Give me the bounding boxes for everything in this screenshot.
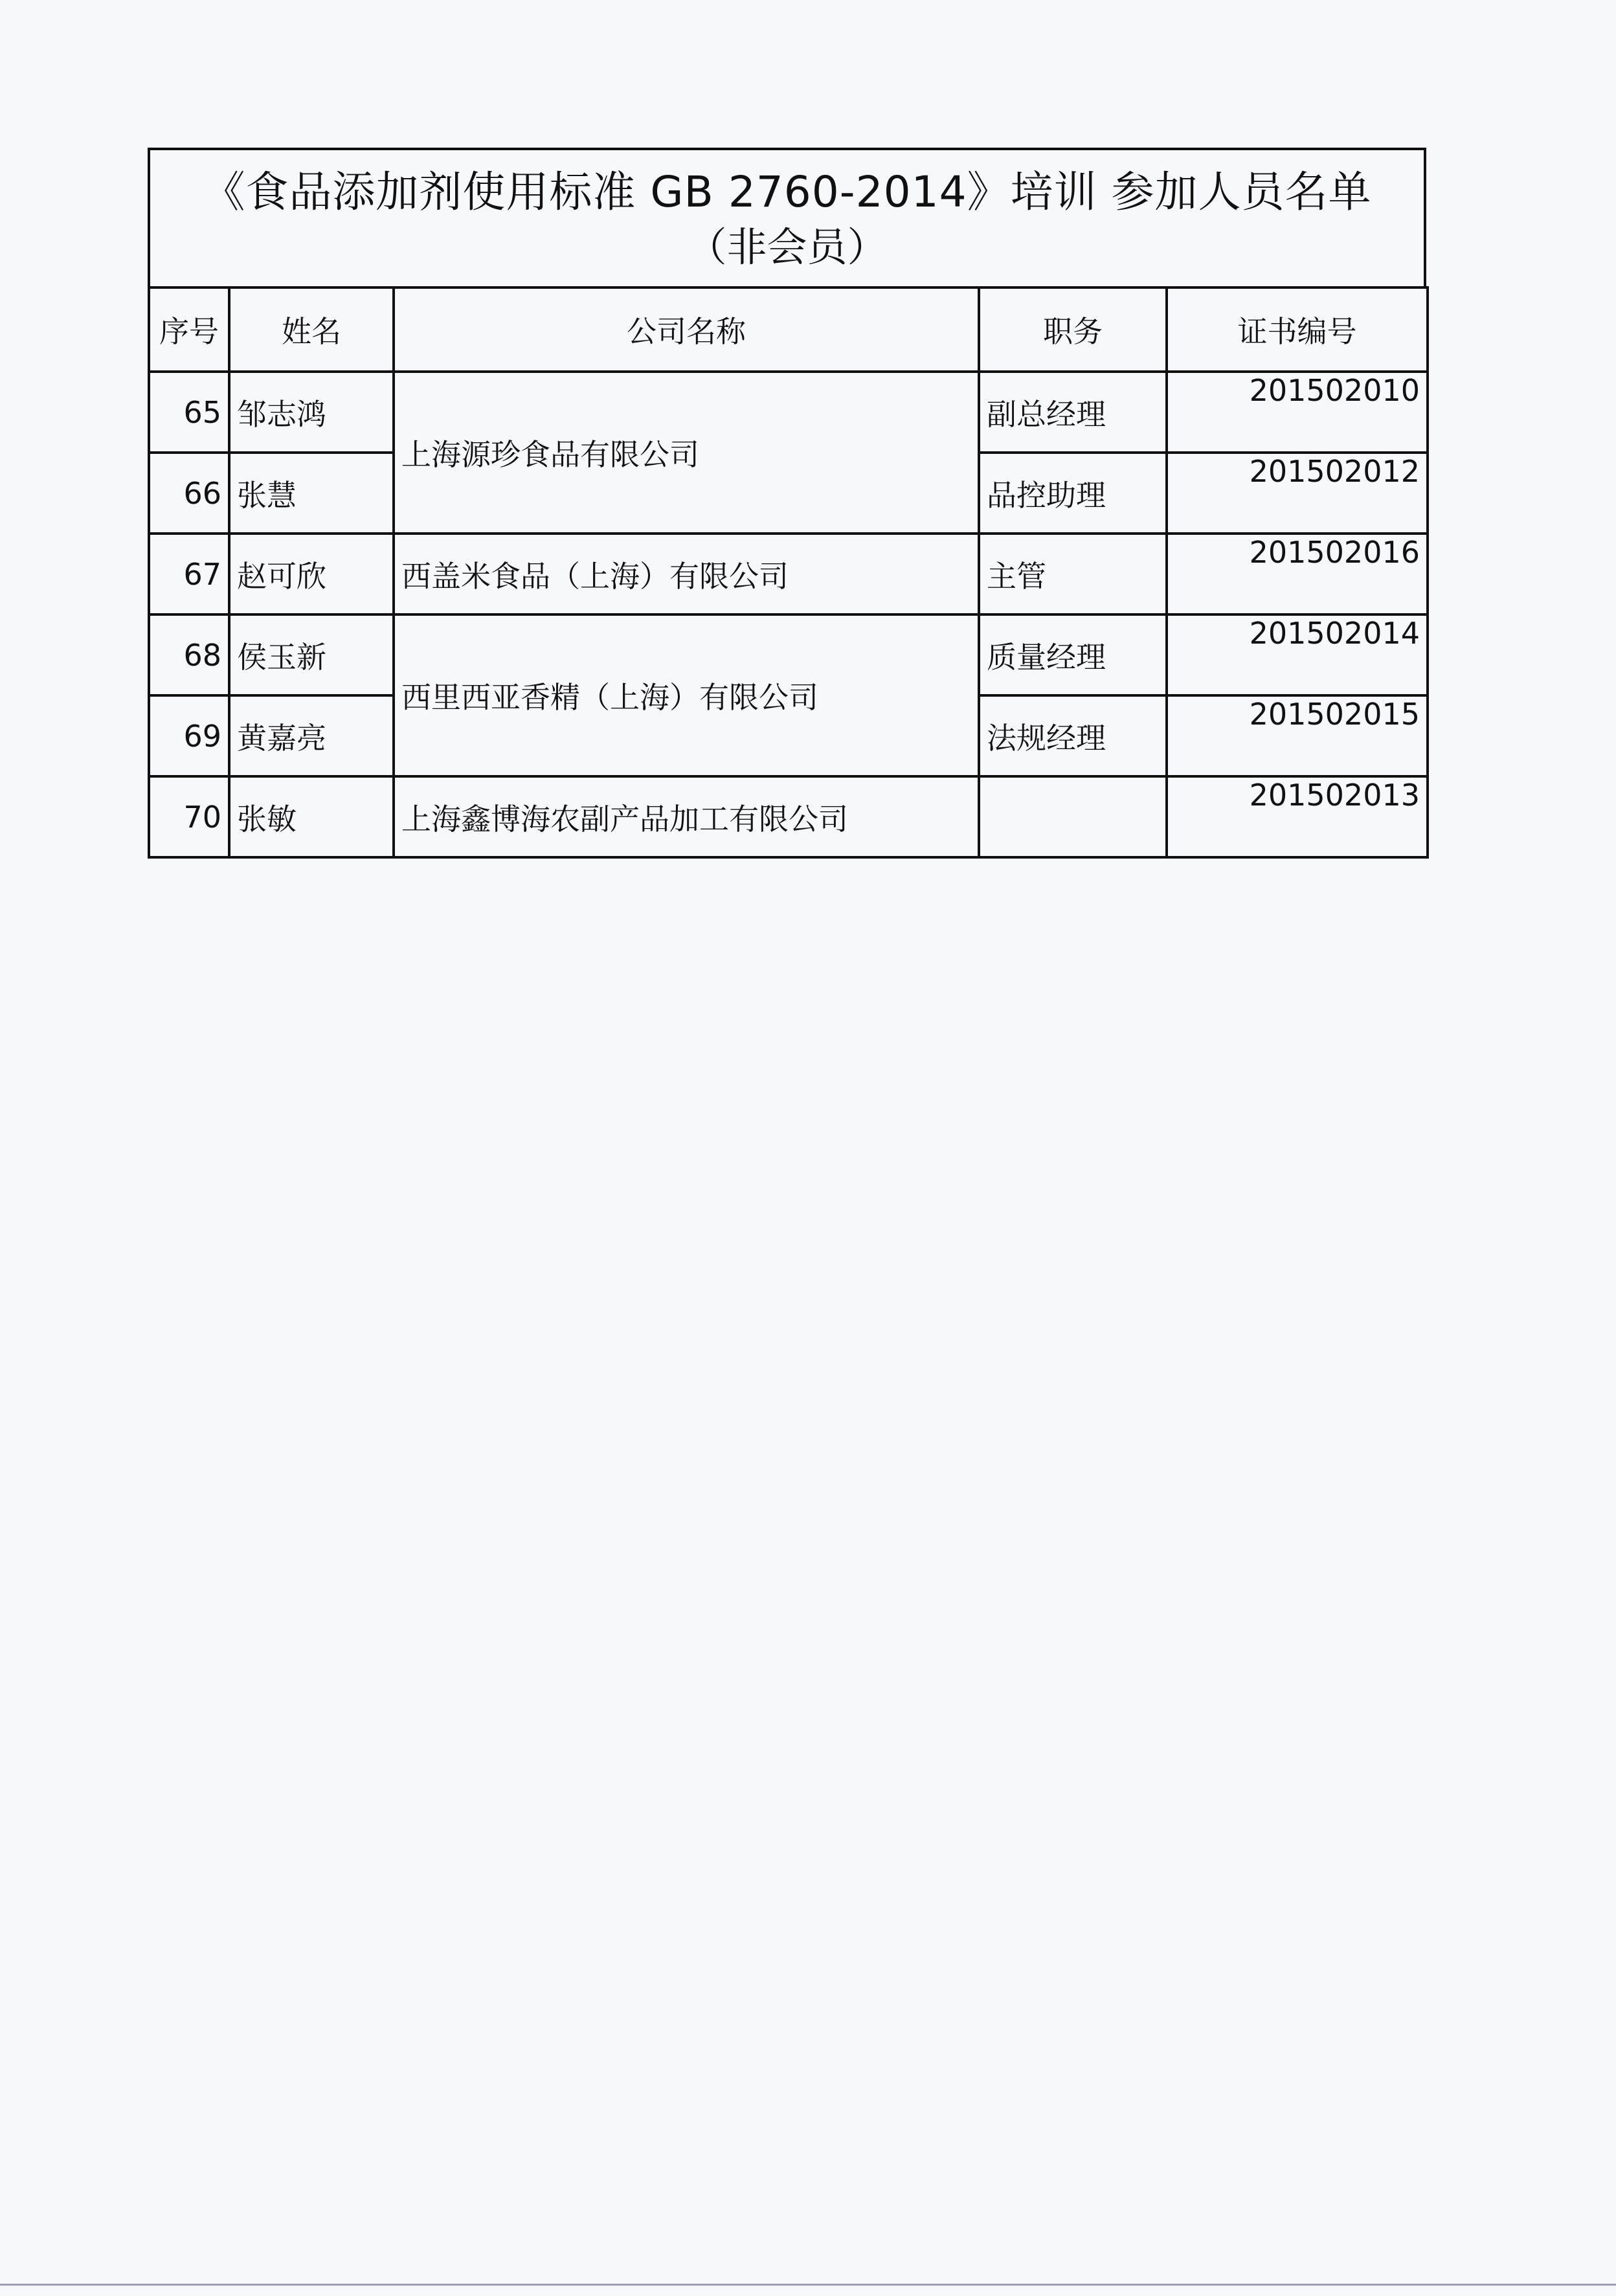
cell-no: 69 — [149, 695, 229, 776]
table-row — [149, 614, 1428, 695]
cell-company: 西里西亚香精（上海）有限公司 — [394, 614, 979, 776]
cell-name: 侯玉新 — [229, 614, 394, 695]
cell-company: 上海鑫博海农副产品加工有限公司 — [394, 776, 979, 857]
cell-name: 赵可欣 — [229, 534, 394, 614]
cell-cert: 201502015 — [1167, 695, 1428, 776]
document-title: 《食品添加剂使用标准 GB 2760-2014》培训 参加人员名单 — [202, 167, 1372, 217]
cell-position: 品控助理 — [979, 453, 1167, 534]
header-position: 职务 — [979, 287, 1167, 372]
cell-company: 上海源珍食品有限公司 — [394, 372, 979, 534]
cell-no: 65 — [149, 372, 229, 453]
cell-cert: 201502012 — [1167, 453, 1428, 534]
cell-no: 70 — [149, 776, 229, 857]
header-cert: 证书编号 — [1167, 287, 1428, 372]
cell-name: 张慧 — [229, 453, 394, 534]
cell-cert: 201502016 — [1167, 534, 1428, 614]
attendee-table — [148, 286, 1429, 859]
cell-no: 68 — [149, 614, 229, 695]
header-company: 公司名称 — [394, 287, 979, 372]
cell-position: 主管 — [979, 534, 1167, 614]
cell-name: 张敏 — [229, 776, 394, 857]
table-row — [149, 372, 1428, 453]
document-subtitle: （非会员） — [686, 223, 888, 271]
table-header-row — [149, 287, 1428, 372]
header-no: 序号 — [149, 287, 229, 372]
cell-position — [979, 776, 1167, 857]
cell-company: 西盖米食品（上海）有限公司 — [394, 534, 979, 614]
roster-sheet — [148, 148, 1426, 859]
title-block — [148, 148, 1426, 286]
cell-cert: 201502014 — [1167, 614, 1428, 695]
cell-no: 67 — [149, 534, 229, 614]
cell-position: 质量经理 — [979, 614, 1167, 695]
header-name: 姓名 — [229, 287, 394, 372]
cell-name: 邹志鸿 — [229, 372, 394, 453]
cell-position: 法规经理 — [979, 695, 1167, 776]
table-row — [149, 776, 1428, 857]
cell-position: 副总经理 — [979, 372, 1167, 453]
table-row — [149, 534, 1428, 614]
cell-cert: 201502013 — [1167, 776, 1428, 857]
page-edge-line — [0, 2284, 1616, 2286]
cell-no: 66 — [149, 453, 229, 534]
cell-cert: 201502010 — [1167, 372, 1428, 453]
cell-name: 黄嘉亮 — [229, 695, 394, 776]
